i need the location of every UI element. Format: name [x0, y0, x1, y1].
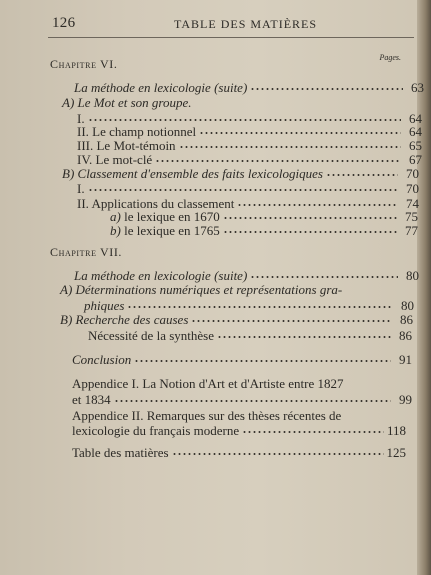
- toc-entry-prefix: b): [110, 223, 121, 238]
- toc-entry-label: II. Applications du classement: [77, 196, 235, 211]
- dot-leader: [179, 142, 401, 151]
- toc-entry-page: 125: [386, 445, 406, 460]
- toc-entry-page: 75: [405, 209, 418, 224]
- toc-entry-page: 65: [409, 138, 422, 153]
- toc-entry: [72, 352, 412, 368]
- chapter-6-heading: Chapitre VI.: [50, 57, 118, 71]
- toc-entry-label: I.: [77, 181, 85, 196]
- toc-entry-label: le lexique en 1670: [124, 209, 220, 224]
- toc-entry-label: Nécessité de la synthèse: [88, 328, 214, 343]
- toc-entry-label: B) Recherche des causes: [60, 312, 189, 327]
- dot-leader: [134, 356, 391, 365]
- dot-leader: [223, 227, 397, 236]
- toc-entry-page: 86: [400, 312, 413, 327]
- toc-entry: [74, 80, 424, 96]
- dot-leader: [88, 115, 401, 124]
- toc-entry: [77, 181, 419, 197]
- dot-leader: [114, 396, 391, 405]
- toc-entry-page: 91: [399, 352, 412, 367]
- toc-entry-label-cont: et 1834: [72, 392, 111, 407]
- dot-leader: [88, 185, 398, 194]
- toc-entry-page: 63: [411, 80, 424, 95]
- toc-entry-prefix: a): [110, 209, 121, 224]
- toc-entry-page: 64: [409, 111, 422, 126]
- toc-entry-label: Appendice II. Remarques sur des thèses récentes de: [72, 408, 342, 423]
- toc-entry-page: 74: [406, 196, 419, 211]
- toc-entry-label-cont: phiques: [84, 298, 125, 313]
- dot-leader: [127, 302, 393, 311]
- toc-entry: [72, 392, 412, 408]
- running-header-title: TABLE DES MATIÈRES: [174, 17, 318, 31]
- dot-leader: [237, 200, 398, 209]
- dot-leader: [191, 316, 392, 325]
- toc-entry-page: 80: [401, 298, 414, 313]
- toc-entry-label: B) Classement d'ensemble des faits lexicologiques: [62, 166, 323, 181]
- toc-entry-label-cont: lexicologie du français moderne: [72, 423, 240, 438]
- toc-entry-page: 70: [406, 166, 419, 181]
- toc-entry-page: 77: [405, 223, 418, 238]
- toc-entry: [60, 312, 413, 328]
- page-number: 126: [52, 15, 76, 31]
- toc-entry: [72, 423, 406, 439]
- toc-entry: [88, 328, 412, 344]
- toc-entry-label: Table des matières: [72, 445, 169, 460]
- toc-entry-label: A) Déterminations numériques et représentations gra-: [60, 282, 343, 297]
- toc-entry-label: I.: [77, 111, 85, 126]
- toc-entry-label: IV. Le mot-clé: [77, 152, 153, 167]
- toc-entry-label: Appendice I. La Notion d'Art et d'Artiste entre 1827: [72, 376, 344, 391]
- toc-entry-page: 70: [406, 181, 419, 196]
- section-a-heading: A) Le Mot et son groupe.: [62, 95, 192, 110]
- header-rule: [48, 37, 414, 38]
- dot-leader: [217, 332, 391, 341]
- chapter-7-heading: Chapitre VII.: [50, 245, 123, 259]
- toc-entry-label: Conclusion: [72, 352, 132, 367]
- toc-entry: [72, 445, 406, 461]
- toc-entry-page: 67: [409, 152, 422, 167]
- dot-leader: [326, 170, 398, 179]
- toc-entry-page: 86: [399, 328, 412, 343]
- dot-leader: [250, 84, 403, 93]
- toc-entry: [110, 223, 418, 239]
- toc-entry-page: 80: [406, 268, 419, 283]
- toc-entry-label: La méthode en lexicologie (suite): [74, 268, 248, 283]
- toc-entry-label: La méthode en lexicologie (suite): [74, 80, 248, 95]
- toc-entry-page: 64: [409, 124, 422, 139]
- dot-leader: [250, 272, 398, 281]
- dot-leader: [242, 427, 384, 436]
- toc-entry: [62, 166, 419, 182]
- toc-entry-label: III. Le Mot-témoin: [77, 138, 176, 153]
- toc-entry-label: le lexique en 1765: [124, 223, 220, 238]
- dot-leader: [155, 156, 401, 165]
- pages-column-label: Pages.: [379, 53, 401, 62]
- dot-leader: [199, 128, 401, 137]
- toc-entry-label: II. Le champ notionnel: [77, 124, 197, 139]
- toc-entry-page: 99: [399, 392, 412, 407]
- dot-leader: [223, 213, 397, 222]
- toc-entry-page: 118: [386, 423, 406, 438]
- dot-leader: [172, 449, 384, 458]
